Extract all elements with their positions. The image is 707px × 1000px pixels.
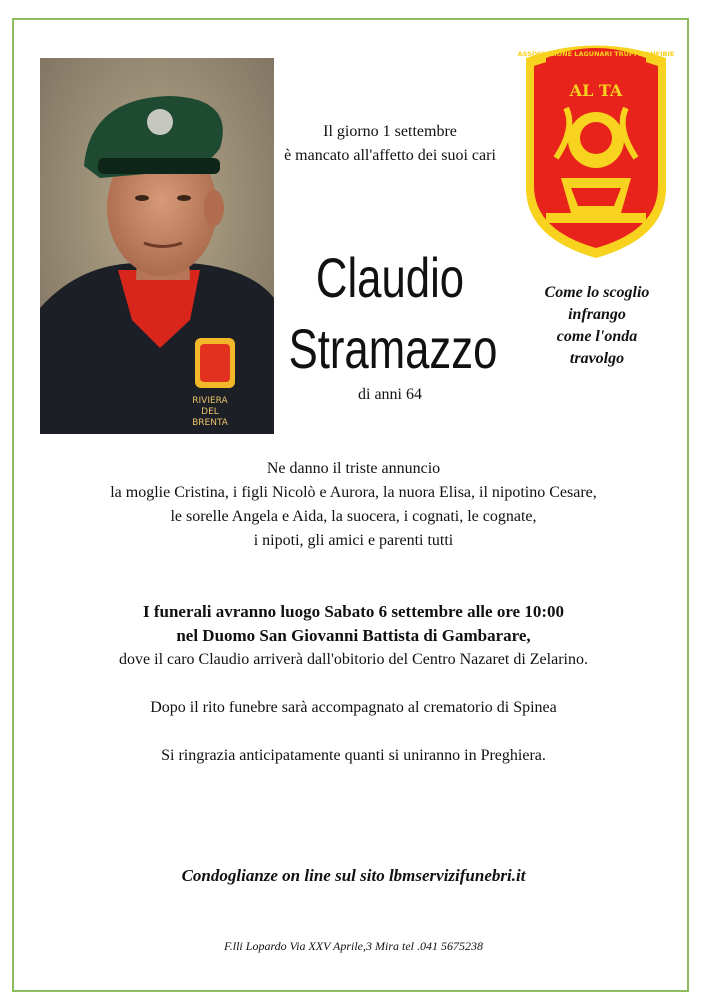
badge-line-3: BRENTA — [192, 418, 228, 428]
intro-text — [270, 120, 510, 168]
funeral-line-3: dove il caro Claudio arriverà dall'obitorio del Centro Nazaret di Zelarino. — [119, 651, 588, 668]
announcement-line: la moglie Cristina, i figli Nicolò e Aurora, la nuora Elisa, il nipotino Cesare, — [110, 484, 597, 501]
condolences-text: Condoglianze on line sul sito lbmservizifunebri.it — [181, 866, 526, 885]
announcement-line: i nipoti, gli amici e parenti tutti — [253, 532, 454, 549]
last-name: Stramazzo — [288, 317, 498, 380]
portrait-photo — [40, 58, 274, 434]
crest-text: ASSOCIAZIONE LAGUNARI TRUPPE ANFIBIE — [517, 50, 675, 58]
intro-line-1: Il giorno 1 settembre — [323, 123, 457, 140]
motto-line: infrango — [568, 306, 626, 323]
thanks-text: Si ringrazia anticipatamente quanti si uniranno in Preghiera. — [161, 747, 546, 764]
lagunari-crest-logo — [516, 38, 676, 260]
motto — [522, 282, 672, 370]
cremation-text: Dopo il rito funebre sarà accompagnato al crematorio di Spinea — [150, 699, 557, 716]
badge-line-2: DEL — [201, 407, 219, 417]
motto-line: come l'onda — [556, 328, 638, 345]
motto-line: travolgo — [569, 350, 625, 367]
motto-line: Come lo scoglio — [544, 284, 650, 301]
badge-line-1: RIVIERA — [192, 396, 228, 406]
announcement-line: le sorelle Angela e Aida, la suocera, i cognati, le cognate, — [170, 508, 537, 525]
footer-contact: F.lli Lopardo Via XXV Aprile,3 Mira tel .041 5675238 — [223, 939, 483, 953]
funeral-info — [60, 600, 647, 672]
first-name: Claudio — [315, 246, 465, 309]
age-text: di anni 64 — [358, 386, 422, 403]
funeral-line-2: nel Duomo San Giovanni Battista di Gambarare, — [176, 626, 531, 645]
crest-letters: AL TA — [569, 81, 623, 100]
announcement — [60, 457, 647, 553]
funeral-line-1: I funerali avranno luogo Sabato 6 settembre alle ore 10:00 — [142, 602, 565, 621]
intro-line-2: è mancato all'affetto dei suoi cari — [284, 147, 496, 164]
announcement-line: Ne danno il triste annuncio — [266, 460, 441, 477]
